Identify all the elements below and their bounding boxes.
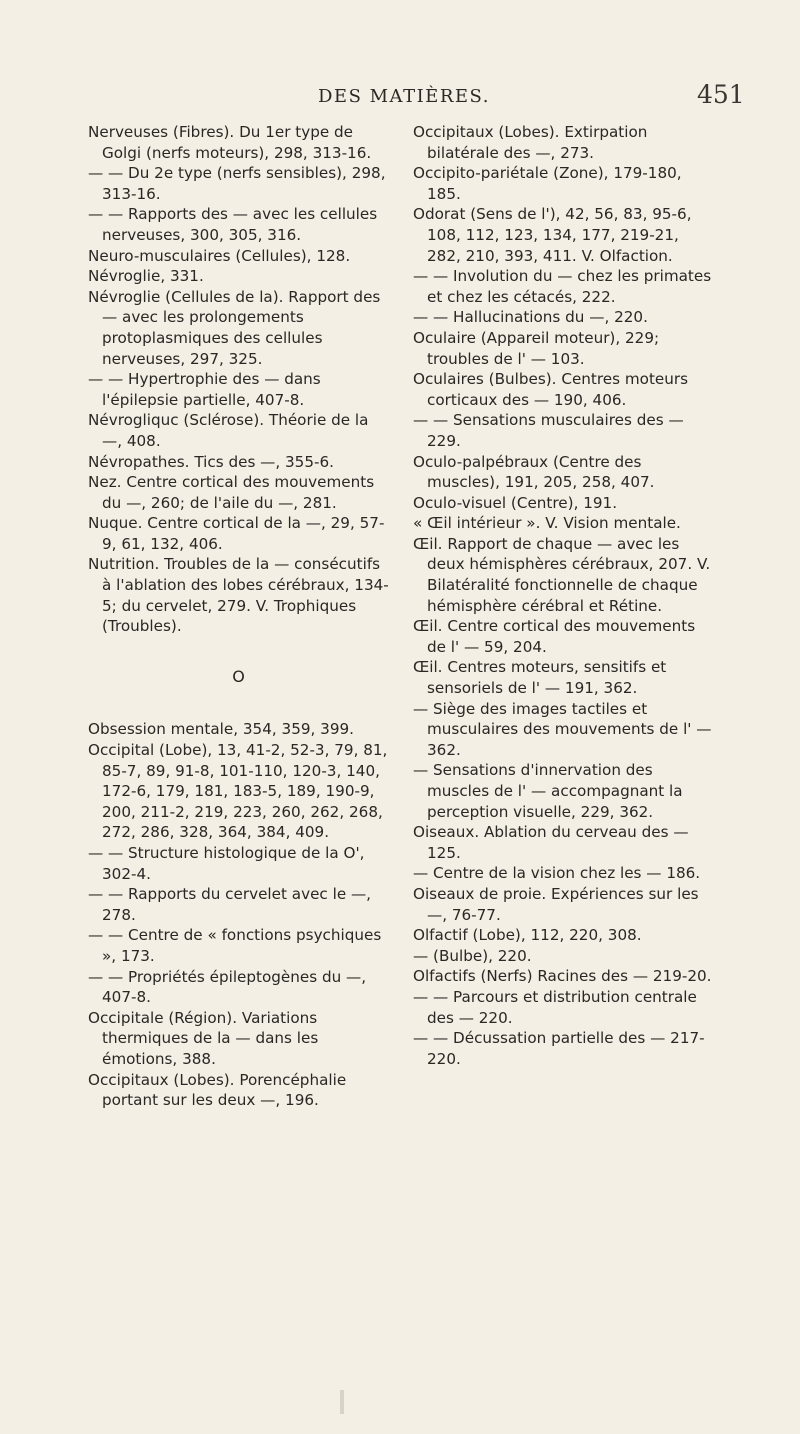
index-entry: — Centre de la vision chez les — 186. [413,864,701,883]
index-entry: — (Bulbe), 220. [413,946,532,965]
index-entry: Oiseaux de proie. Expériences sur les —, 76-77. [413,884,699,924]
index-entry: Névroglie, 331. [88,267,204,286]
index-entry: — — Propriétés épileptogènes du —, 407-8. [88,967,367,1007]
index-entry: Névrogliquc (Sclérose). Théorie de la —, 408. [88,411,369,450]
index-entry: Névroglie (Cellules de la). Rapport des — avec les prolongements protoplasmiques des cellules nerveuses, 297, 325. [88,287,381,368]
index-entry: Occipital (Lobe), 13, 41-2, 52-3, 79, 81, 85-7, 89, 91-8, 101-110, 120-3, 140, 172-6, 179, 181, 183-5, 189, 190-9, 200, 211-2, 219, 223, 260, 262, 268, 272, 286, 328, 364, 384, 409. [88,741,388,842]
index-entry: — Siège des images tactiles et musculaires des mouvements de l' — 362. [413,699,712,759]
index-entry: — — Rapports des — avec les cellules nerveuses, 300, 305, 316. [88,205,378,244]
page-header [0,80,800,120]
left-column [88,122,390,1111]
running-title: DES MATIÈRES. [318,86,490,107]
index-entry: Nez. Centre cortical des mouvements du —, 260; de l'aile du —, 281. [88,473,375,512]
index-entry: — — Hypertrophie des — dans l'épilepsie partielle, 407-8. [88,370,321,409]
index-entry: Oculaire (Appareil moteur), 229; troubles de l' — 103. [413,328,660,368]
index-entry: — — Rapports du cervelet avec le —, 278. [88,885,372,924]
index-entry: Oiseaux. Ablation du cerveau des — 125. [413,823,689,862]
index-entry: Nuque. Centre cortical de la —, 29, 57-9, 61, 132, 406. [88,514,385,553]
page-number: 451 [697,80,745,109]
index-entry: Œil. Centres moteurs, sensitifs et sensoriels de l' — 191, 362. [413,658,667,698]
index-entry: — — Structure histologique de la O', 302-4. [88,844,365,883]
index-entry: Névropathes. Tics des —, 355-6. [88,452,334,471]
index-entry: — — Parcours et distribution centrale des — 220. [413,987,697,1027]
right-column [413,122,715,1069]
index-entry: Occipitaux (Lobes). Porencéphalie portant sur les deux —, 196. [88,1070,347,1110]
index-entry: Nutrition. Troubles de la — consécutifs à l'ablation des lobes cérébraux, 134-5; du cervelet, 279. V. Trophiques (Troubles). [88,555,389,636]
index-entry: — — Involution du — chez les primates et chez les cétacés, 222. [413,267,712,306]
index-entry: Oculaires (Bulbes). Centres moteurs corticaux des — 190, 406. [413,370,689,409]
index-entry: Odorat (Sens de l'), 42, 56, 83, 95-6, 108, 112, 123, 134, 177, 219-21, 282, 210, 393, 411. V. Olfaction. [413,205,692,265]
index-entry: — — Décussation partielle des — 217-220. [413,1029,705,1068]
index-entry: Œil. Centre cortical des mouvements de l' — 59, 204. [413,617,696,656]
index-entry: Œil. Rapport de chaque — avec les deux hémisphères cérébraux, 207. V. Bilatéralité fonctionnelle de chaque hémisphère cérébral et Rétine. [413,534,711,615]
index-entry: Olfactif (Lobe), 112, 220, 308. [413,926,642,945]
index-entry: Neuro-musculaires (Cellules), 128. [88,246,351,265]
index-entry: Oculo-palpébraux (Centre des muscles), 191, 205, 258, 407. [413,452,655,492]
index-entry: Obsession mentale, 354, 359, 399. [88,720,354,739]
index-entry: Occipito-pariétale (Zone), 179-180, 185. [413,164,682,203]
index-entry: « Œil intérieur ». V. Vision mentale. [413,514,681,533]
index-entry: — Sensations d'innervation des muscles de l' — accompagnant la perception visuelle, 229, 362. [413,761,683,821]
index-entry: Occipitaux (Lobes). Extirpation bilatérale des —, 273. [413,123,648,162]
section-letter: O [232,666,246,686]
index-entry: — — Du 2e type (nerfs sensibles), 298, 313-16. [88,164,386,203]
index-entry: Oculo-visuel (Centre), 191. [413,493,618,512]
index-entry: — — Hallucinations du —, 220. [413,308,648,327]
index-entry: — — Sensations musculaires des — 229. [413,411,684,450]
index-entry: Nerveuses (Fibres). Du 1er type de Golgi (nerfs moteurs), 298, 313-16. [88,123,372,162]
page-edge-mark [340,1390,344,1414]
index-entry: — — Centre de « fonctions psychiques », 173. [88,926,382,965]
index-entry: Occipitale (Région). Variations thermiques de la — dans les émotions, 388. [88,1008,319,1068]
index-entry: Olfactifs (Nerfs) Racines des — 219-20. [413,967,712,986]
